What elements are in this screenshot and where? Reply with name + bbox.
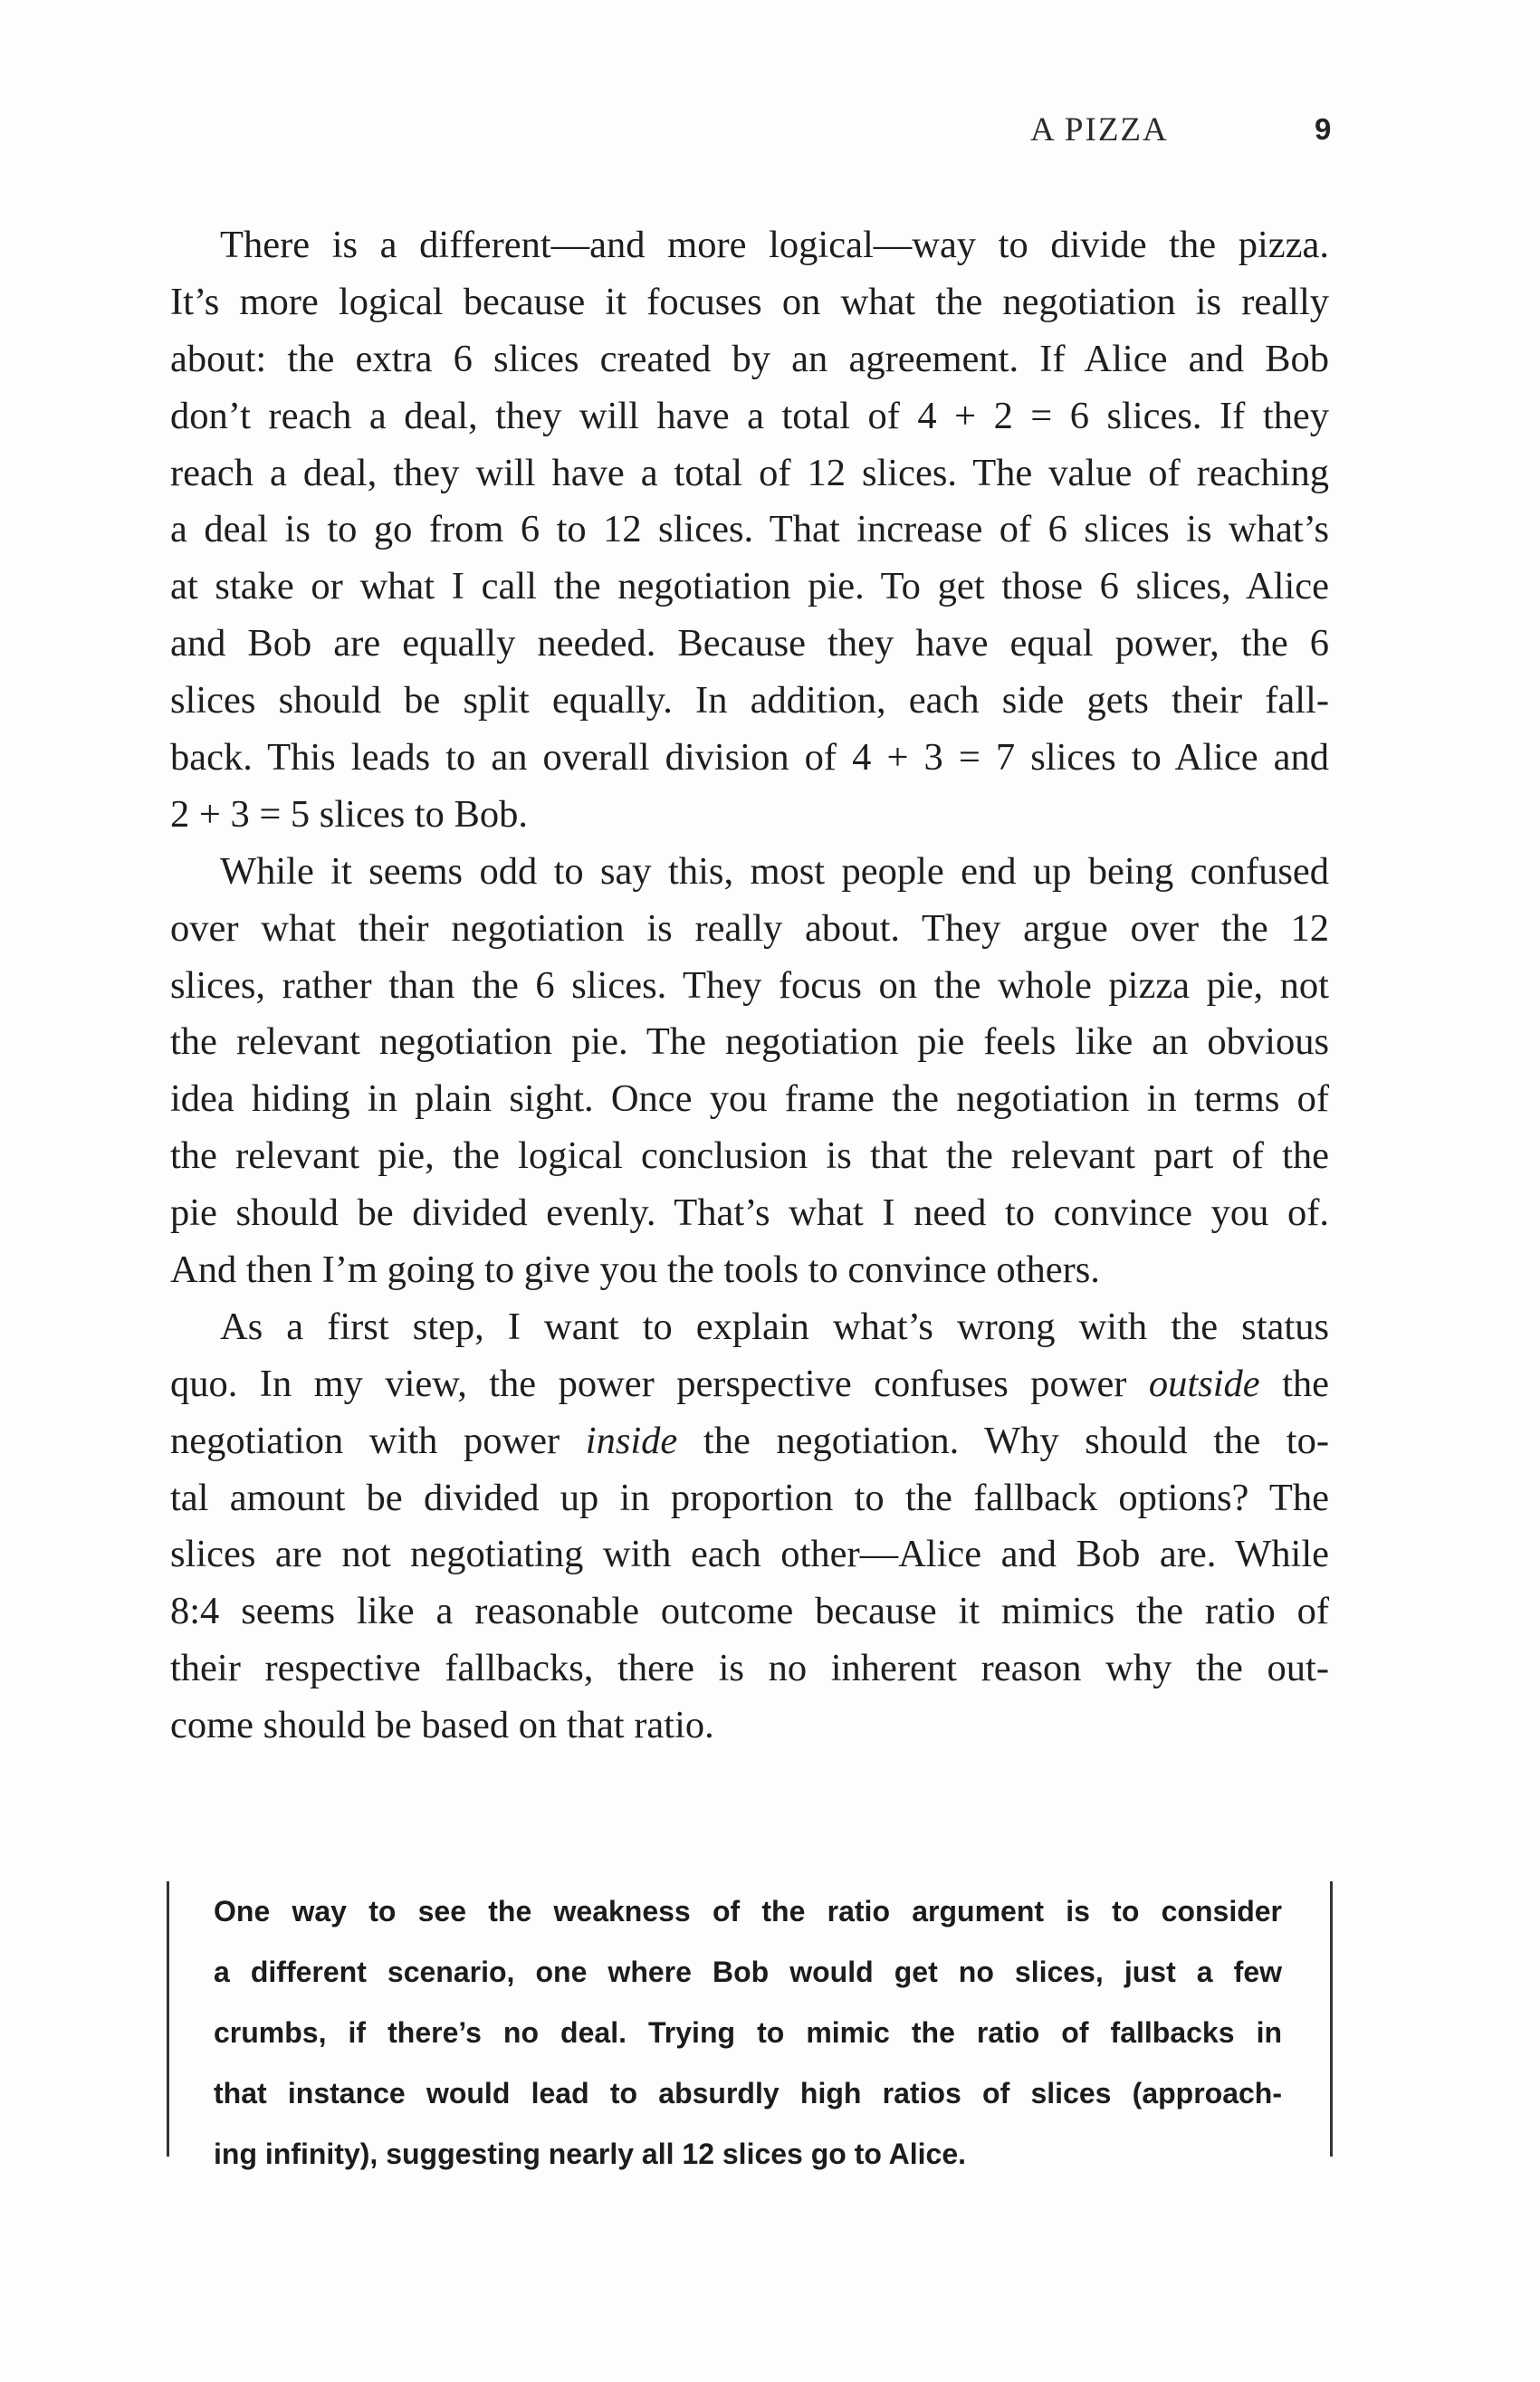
text-segment: There is a different—and more logical—way to divide the pizza. xyxy=(220,224,1329,266)
text-line xyxy=(170,1356,1329,1413)
text-line xyxy=(170,445,1329,502)
text-line xyxy=(170,1413,1329,1470)
text-line xyxy=(170,1470,1329,1527)
running-head: A PIZZA xyxy=(1030,111,1169,148)
text-segment: come should be based on that ratio. xyxy=(170,1704,714,1747)
text-segment: over what their negotiation is really about. They argue over the 12 xyxy=(170,906,1329,950)
text-line xyxy=(170,1242,1329,1299)
sidebar-line: ing infinity), suggesting nearly all 12 slices go to Alice. xyxy=(214,2138,966,2170)
italic-text: inside xyxy=(585,1419,678,1462)
text-segment: a deal is to go from 6 to 12 slices. That increase of 6 slices is what’s xyxy=(170,508,1329,551)
text-segment: and Bob are equally needed. Because they have equal power, the 6 xyxy=(170,622,1329,665)
text-line xyxy=(170,958,1329,1015)
text-line xyxy=(170,388,1329,445)
text-line xyxy=(170,502,1329,559)
text-segment: their respective fallbacks, there is no inherent reason why the out- xyxy=(170,1647,1329,1690)
text-line xyxy=(170,616,1329,673)
text-segment: slices are not negotiating with each other—Alice and Bob are. While xyxy=(170,1533,1329,1576)
italic-text: outside xyxy=(1148,1362,1260,1405)
text-segment: As a first step, I want to explain what’s wrong with the status xyxy=(220,1305,1329,1348)
sidebar-line: crumbs, if there’s no deal. Trying to mimic the ratio of fallbacks in xyxy=(214,2016,1282,2049)
text-line xyxy=(170,787,1329,844)
text-segment: the relevant pie, the logical conclusion is that the relevant part of the xyxy=(170,1134,1329,1178)
text-line xyxy=(170,331,1329,388)
text-line xyxy=(170,1526,1329,1583)
sidebar-line: a different scenario, one where Bob would get no slices, just a few xyxy=(214,1956,1282,1988)
text-segment: the xyxy=(1259,1362,1330,1405)
text-line xyxy=(170,730,1329,787)
text-segment: 2 + 3 = 5 slices to Bob. xyxy=(170,792,529,836)
text-line xyxy=(170,1128,1329,1185)
text-segment: slices, rather than the 6 slices. They focus on the whole pizza pie, not xyxy=(170,963,1329,1007)
text-segment: at stake or what I call the negotiation pie. To get those 6 slices, Alice xyxy=(170,565,1329,608)
text-line xyxy=(170,1071,1329,1128)
text-segment: tal amount be divided up in proportion to the fallback options? The xyxy=(170,1476,1329,1519)
text-segment: 8:4 seems like a reasonable outcome because it mimics the ratio of xyxy=(170,1590,1329,1633)
text-segment: While it seems odd to say this, most people end up being confused xyxy=(220,849,1329,893)
text-line xyxy=(170,1698,1329,1755)
text-line xyxy=(170,1185,1329,1242)
page-number: 9 xyxy=(1315,112,1332,146)
text-segment: back. This leads to an overall division of 4 + 3 = 7 slices to Alice and xyxy=(170,736,1329,780)
text-segment: about: the extra 6 slices created by an agreement. If Alice and Bob xyxy=(170,337,1329,380)
text-line xyxy=(170,673,1329,730)
sidebar-text xyxy=(214,1881,1282,2185)
text-line xyxy=(170,217,1329,274)
text-segment: don’t reach a deal, they will have a total of 4 + 2 = 6 slices. If they xyxy=(170,394,1329,437)
sidebar-box xyxy=(167,1881,1333,2170)
body-text xyxy=(170,217,1329,1755)
text-line xyxy=(170,1014,1329,1071)
sidebar-line: that instance would lead to absurdly high ratios of slices (approach- xyxy=(214,2077,1282,2109)
text-segment: It’s more logical because it focuses on what the negotiation is really xyxy=(170,280,1329,323)
text-line xyxy=(170,901,1329,958)
text-line xyxy=(170,1299,1329,1356)
text-line xyxy=(170,274,1329,331)
text-segment: reach a deal, they will have a total of 12 slices. The value of reaching xyxy=(170,451,1329,494)
text-line xyxy=(170,559,1329,616)
text-segment: quo. In my view, the power perspective confuses power xyxy=(170,1362,1149,1405)
text-segment: pie should be divided evenly. That’s what I need to convince you of. xyxy=(170,1191,1329,1235)
text-segment: And then I’m going to give you the tools to convince others. xyxy=(170,1248,1100,1292)
text-segment: slices should be split equally. In addition, each side gets their fall- xyxy=(170,679,1329,722)
text-segment: idea hiding in plain sight. Once you frame the negotiation in terms of xyxy=(170,1077,1329,1121)
text-segment: the relevant negotiation pie. The negotiation pie feels like an obvious xyxy=(170,1020,1329,1064)
text-line xyxy=(170,1583,1329,1641)
sidebar-line: One way to see the weakness of the ratio argument is to consider xyxy=(214,1895,1282,1928)
text-line xyxy=(170,1641,1329,1698)
text-line xyxy=(170,844,1329,901)
text-segment: negotiation with power xyxy=(170,1419,586,1462)
text-segment: the negotiation. Why should the to- xyxy=(677,1419,1329,1462)
